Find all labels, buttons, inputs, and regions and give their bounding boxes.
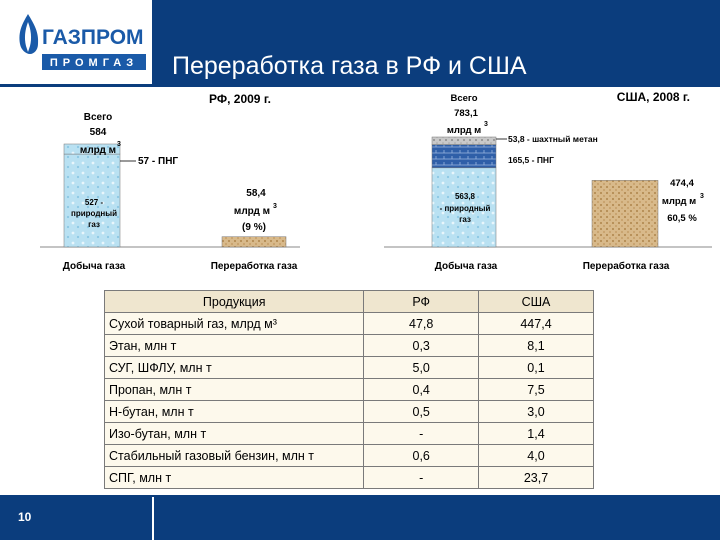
rf-total-value: 584 [89,127,107,138]
usa-value: 4,0 [479,445,594,467]
rf-proc-label-sup: 3 [273,203,277,210]
rf-chart-title: РФ, 2009 г. [209,92,271,106]
usa-natural-label-2: - природный [439,204,491,213]
table-row [105,401,594,423]
rf-value: 0,6 [364,445,479,467]
rf-natural-label-3: газ [88,220,100,229]
usa-value: 0,1 [479,357,594,379]
usa-total-label: Всего [450,93,478,104]
product-name: Пропан, млн т [105,379,364,401]
table-row [105,445,594,467]
usa-category-2: Переработка газа [582,261,670,272]
product-name: Изо-бутан, млн т [105,423,364,445]
usa-methane-label: 53,8 - шахтный метан [508,134,598,144]
product-name: СУГ, ШФЛУ, млн т [105,357,364,379]
usa-value: 3,0 [479,401,594,423]
usa-png-label: 165,5 - ПНГ [508,155,554,165]
logo-top-text: ГАЗПРОМ [42,26,144,49]
usa-bar-png [432,145,496,168]
rf-total-unit: млрд м [79,145,117,156]
usa-total-unit: млрд м [446,125,482,136]
rf-value: - [364,467,479,489]
rf-chart [40,92,300,272]
rf-proc-label-2: млрд м [233,206,271,217]
usa-value: 8,1 [479,335,594,357]
page-title: Переработка газа в РФ и США [172,52,527,80]
page-number: 10 [18,510,32,524]
logo-bottom-text: ПРОМГАЗ [49,57,139,69]
rf-proc-label-3: (9 %) [242,222,266,233]
rf-value: 0,4 [364,379,479,401]
charts-area [0,88,720,288]
table-header-row [105,291,594,313]
table-row [105,379,594,401]
table-row [105,313,594,335]
usa-bar-processing [592,180,658,247]
rf-value: 0,5 [364,401,479,423]
gazprom-logo [10,10,148,76]
product-name: СПГ, млн т [105,467,364,489]
table-row [105,357,594,379]
usa-value: 7,5 [479,379,594,401]
footer [0,497,720,540]
usa-value: 1,4 [479,423,594,445]
rf-proc-label-1: 58,4 [246,188,266,199]
header-divider [0,84,720,87]
table-row [105,467,594,489]
usa-total-value: 783,1 [454,108,478,119]
usa-value: 23,7 [479,467,594,489]
col-header-product: Продукция [105,291,364,313]
rf-value: 0,3 [364,335,479,357]
usa-natural-label-3: газ [459,215,471,224]
usa-bar-mine-methane [432,137,496,145]
product-name: Сухой товарный газ, млрд м³ [105,313,364,335]
rf-total-label: Всего [83,112,113,123]
rf-category-2: Переработка газа [210,261,298,272]
rf-natural-label-2: природный [71,209,117,218]
col-header-usa: США [479,291,594,313]
product-name: Стабильный газовый бензин, млн т [105,445,364,467]
table-row [105,335,594,357]
usa-proc-label-sup: 3 [700,193,704,200]
header [0,0,720,88]
usa-total-unit-sup: 3 [484,121,488,128]
usa-proc-label-2: млрд м [661,196,697,207]
col-header-rf: РФ [364,291,479,313]
rf-value: 47,8 [364,313,479,335]
usa-proc-label-3: 60,5 % [667,213,697,224]
usa-proc-label-1: 474,4 [670,178,694,189]
rf-total-unit-sup: 3 [117,141,121,148]
usa-value: 447,4 [479,313,594,335]
product-name: Этан, млн т [105,335,364,357]
product-name: Н-бутан, млн т [105,401,364,423]
footer-separator [152,497,154,540]
rf-value: 5,0 [364,357,479,379]
rf-bar-processing [222,237,286,247]
table-row [105,423,594,445]
products-table [104,290,594,489]
rf-natural-label-1: 527 - [84,198,104,207]
rf-category-1: Добыча газа [62,261,126,272]
usa-category-1: Добыча газа [434,261,498,272]
usa-chart-title: США, 2008 г. [616,90,690,104]
rf-png-label: 57 - ПНГ [138,156,179,167]
usa-chart [384,90,712,272]
usa-natural-label-1: 563,8 [454,192,476,201]
rf-value: - [364,423,479,445]
